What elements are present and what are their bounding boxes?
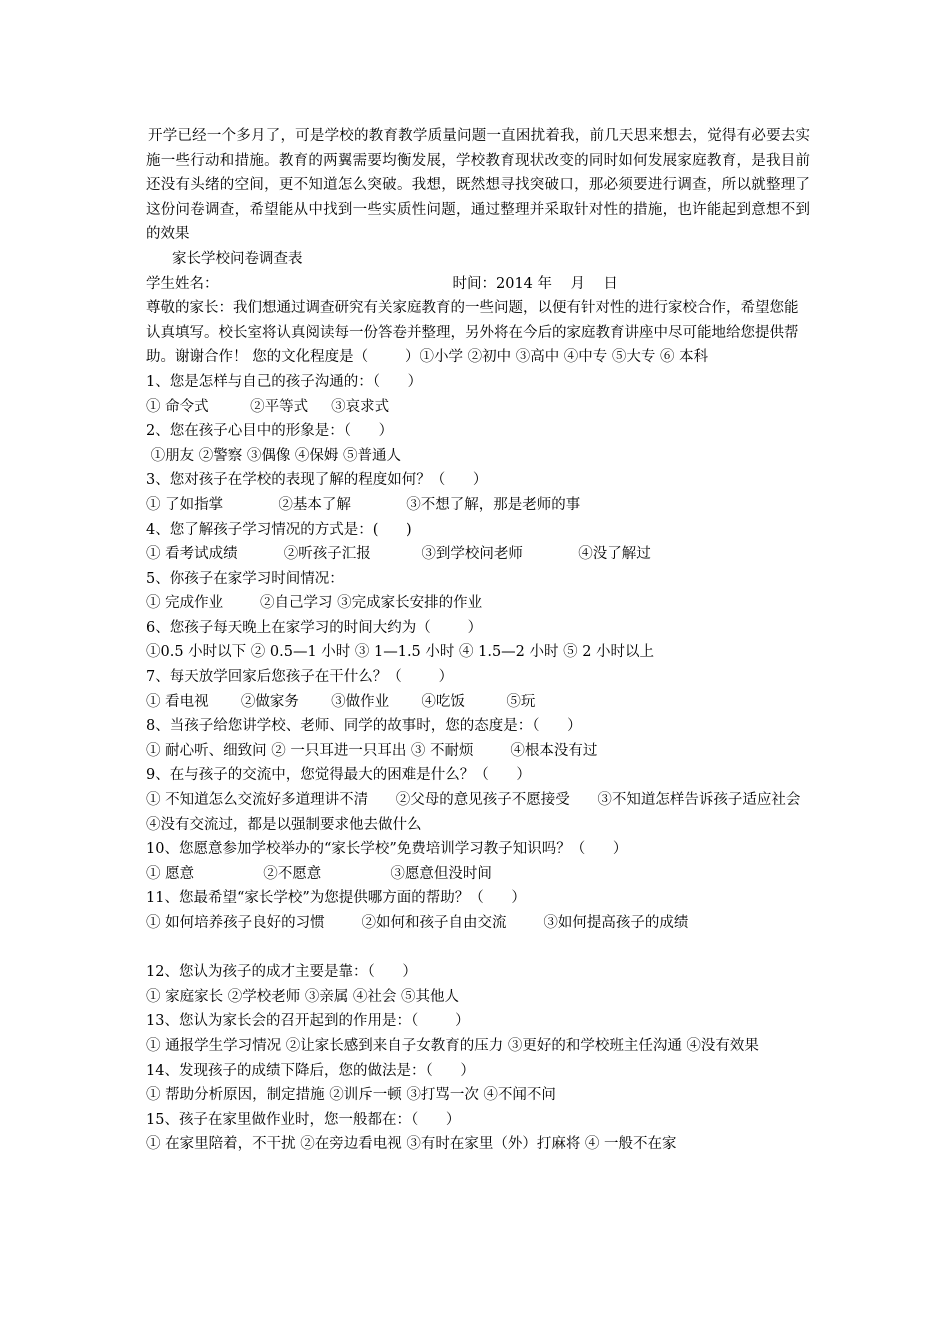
question-6: 6、您孩子每天晚上在家学习的时间大约为（ ） [146, 619, 483, 636]
question-8: 8、当孩子给您讲学校、老师、同学的故事时，您的态度是：（ ） [146, 718, 582, 735]
answer-options-8: ① 耐心听、细致问 ② 一只耳进一只耳出 ③ 不耐烦 ④根本没有过 [146, 742, 598, 759]
question-14: 14、发现孩子的成绩下降后，您的做法是：（ ） [146, 1062, 475, 1079]
survey-header [146, 272, 810, 297]
answer-options-13: ① 通报学生学习情况 ②让家长感到来自子女教育的压力 ③更好的和学校班主任沟通 ④没有效果 [146, 1037, 759, 1054]
intro-paragraph: 开学已经一个多月了，可是学校的教育教学质量问题一直困扰着我，前几天思来想去，觉得有必要去实施一些行动和措施。教育的两翼需要均衡发展，学校教育现状改变的同时如何发展家庭教育，是我目前还没有头绪的空间，更不知道怎么突破。我想，既然想寻找突破口，那必须要进行调查，所以就整理了这份问卷调查，希望能从中找到一些实质性问题，通过整理并采取针对性的措施，也许能起到意想不到的效果 [146, 128, 810, 243]
question-1: 1、您是怎样与自己的孩子沟通的：（ ） [146, 373, 423, 390]
question-5: 5、你孩子在家学习时间情况： [146, 570, 344, 587]
question-7: 7、每天放学回家后您孩子在干什么？（ ） [146, 669, 454, 686]
answer-options-9: ① 不知道怎么交流好多道理讲不清 ②父母的意见孩子不愿接受 ③不知道怎样告诉孩子适应社会 ④没有交流过，都是以强制要求他去做什么 [146, 792, 824, 833]
answer-options-1: ① 命令式 ②平等式 ③哀求式 [146, 398, 390, 415]
question-13: 13、您认为家长会的召开起到的作用是：（ ） [146, 1013, 470, 1030]
answer-options-6: ①0.5 小时以下 ② 0.5—1 小时 ③ 1—1.5 小时 ④ 1.5—2 小时 ⑤ 2 小时以上 [146, 644, 655, 661]
blank-line [146, 936, 810, 961]
question-9: 9、在与孩子的交流中，您觉得最大的困难是什么？（ ） [146, 767, 531, 784]
survey-date-label: 时间：2014 年 月 日 [452, 275, 618, 292]
question-15: 15、孩子在家里做作业时，您一般都在：（ ） [146, 1111, 461, 1128]
answer-options-4: ① 看考试成绩 ②听孩子汇报 ③到学校问老师 ④没了解过 [146, 546, 651, 563]
answer-options-12: ① 家庭家长 ②学校老师 ③亲属 ④社会 ⑤其他人 [146, 988, 460, 1005]
question-10: 10、您愿意参加学校举办的“家长学校”免费培训学习教子知识吗？（ ） [146, 841, 628, 858]
answer-options-15: ① 在家里陪着，不干扰 ②在旁边看电视 ③有时在家里（外）打麻将 ④ 一般不在家 [146, 1136, 677, 1153]
question-11: 11、您最希望“家长学校”为您提供哪方面的帮助？（ ） [146, 890, 526, 907]
answer-options-2: ①朋友 ②警察 ③偶像 ④保姆 ⑤普通人 [146, 447, 402, 464]
answer-options-11: ① 如何培养孩子良好的习惯 ②如何和孩子自由交流 ③如何提高孩子的成绩 [146, 915, 689, 931]
answer-options-5: ① 完成作业 ②自己学习 ③完成家长安排的作业 [146, 595, 483, 612]
question-12: 12、您认为孩子的成才主要是靠：（ ） [146, 964, 417, 981]
survey-title: 家长学校问卷调查表 [172, 250, 303, 267]
question-2: 2、您在孩子心目中的形象是：（ ） [146, 423, 394, 440]
answer-options-7: ① 看电视 ②做家务 ③做作业 ④吃饭 ⑤玩 [146, 693, 536, 710]
question-4: 4、您了解孩子学习情况的方式是：( ) [146, 521, 412, 538]
answer-options-3: ① 了如指掌 ②基本了解 ③不想了解，那是老师的事 [146, 496, 581, 513]
greeting-paragraph: 尊敬的家长：我们想通过调查研究有关家庭教育的一些问题，以便有针对性的进行家校合作，希望您能认真填写。校长室将认真阅读每一份答卷并整理，另外将在今后的家庭教育讲座中尽可能地给您提供帮助。谢谢合作！ 您的文化程度是（ ）①小学 ②初中 ③高中 ④中专 ⑤大专 ⑥ 本科 [146, 300, 799, 366]
document-body [146, 124, 824, 1157]
question-3: 3、您对孩子在学校的表现了解的程度如何？（ ） [146, 472, 488, 489]
answer-options-10: ① 愿意 ②不愿意 ③愿意但没时间 [146, 865, 492, 882]
student-name-label: 学生姓名： [146, 275, 219, 292]
answer-options-14: ① 帮助分析原因，制定措施 ②训斥一顿 ③打骂一次 ④不闻不问 [146, 1087, 556, 1104]
